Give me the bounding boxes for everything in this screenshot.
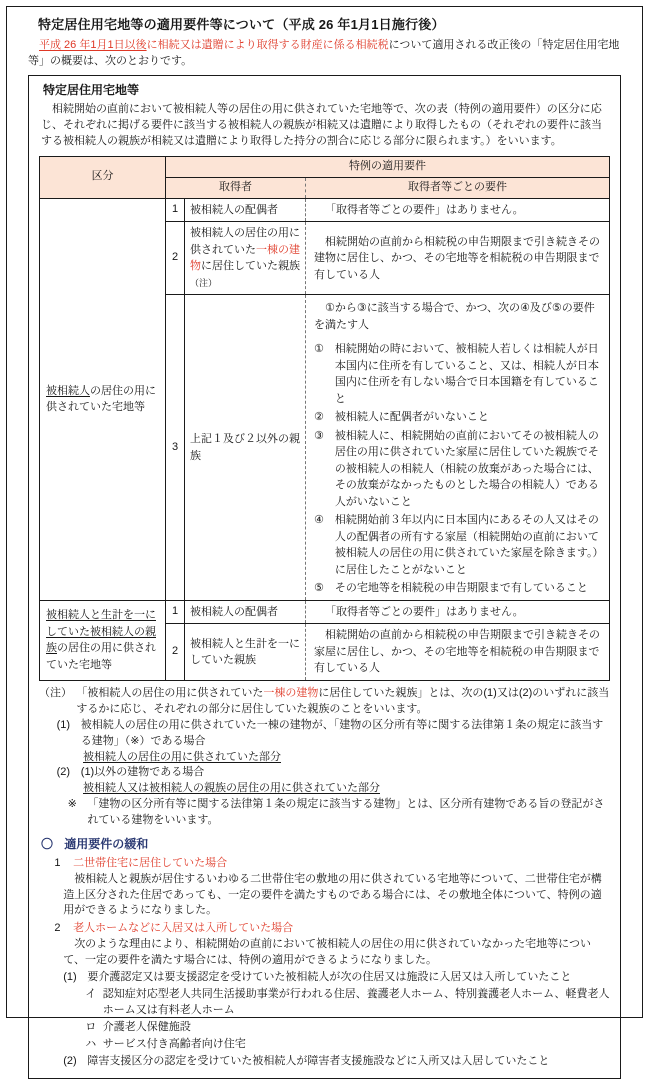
circle-marker: 〇: [41, 837, 54, 852]
asterisk-text: 「建物の区分所有等に関する法律第１条の規定に該当する建物」とは、区分所有建物である旨の登記がされている建物をいいます。: [87, 798, 605, 827]
relaxation-item1-title-row: [54, 856, 610, 872]
facility-text: 認知症対応型老人共同生活援助事業が行われる住居、養護老人ホーム、特別養護老人ホーム、軽費老人ホーム又は有料老人ホーム: [102, 988, 610, 1017]
item-number: ②: [314, 411, 324, 424]
section-heading: 特定居住用宅地等: [43, 82, 140, 97]
relaxation-item2-title-row: [54, 921, 610, 937]
note-body-post: に居住していた親族」とは、次の(1)又は(2)のいずれに該当するかに応じ、それぞれの部分に居住していた親族のことをいいます。: [76, 686, 610, 715]
facility-text: 介護老人保健施設: [102, 1021, 191, 1033]
item-number: ④: [314, 514, 324, 527]
item-number: 1: [54, 856, 61, 869]
requirement-item-5: [314, 580, 601, 597]
relaxation-item1-title: 二世帯住宅に居住していた場合: [73, 856, 228, 869]
item-text: 被相続人に、相続開始の直前においてその被相続人の居住の用に供されていた家屋に居住していた親族でその被相続人の相続人（相続の放棄があった場合には、その放棄がなかったものとした場合の相続人）である人がいないこと: [334, 429, 599, 508]
requirement-other-relative: [306, 295, 610, 601]
column-header-requirement: 取得者等ごとの要件: [306, 177, 610, 198]
facility-item-ro: [85, 1020, 610, 1036]
requirement-livelihood: 相続開始の直前から相続税の申告期限まで引き続きその家屋に居住し、かつ、その宅地等を相続税の申告期限まで有している人: [306, 624, 610, 681]
sub-text: 障害支援区分の認定を受けていた被相続人が障害者支援施設などに入所又は入居していたこと: [87, 1054, 550, 1067]
item-text: 相続開始の時において、被相続人若しくは相続人が日本国内に住所を有していること、又は、相続人が日本国内に住所を有しない場合で日本国籍を有していること: [334, 343, 599, 405]
item-text: 相続開始前３年以内に日本国内にあるその人又はその人の配偶者の所有する家屋（相続開始の直前において被相続人の居住の用に供されていた家屋を除きます。）に居住したことがないこと: [334, 514, 599, 576]
item-number: ③: [314, 429, 324, 442]
sub-label: (2): [63, 1054, 77, 1067]
section-paragraph: 相続開始の直前において被相続人等の居住の用に供されていた宅地等で、次の表（特例の適用要件）の区分に応じ、それぞれに掲げる要件に該当する被相続人の親族が相続又は遺贈により取得したもの（それぞれの要件に該当する被相続人の親族が相続又は遺贈により取得した持分の割合に応じる部分に限られます。）をいいます。: [41, 103, 602, 147]
acquirer-spouse: 被相続人の配偶者: [185, 198, 306, 222]
note-body-red: 一棟の建物: [263, 686, 319, 699]
row-number: 2: [166, 624, 185, 681]
intro-date-highlight: 平成 26 年1月1日以後: [39, 38, 147, 51]
katakana-label: イ: [85, 988, 97, 1001]
note-sub2-underlined-part: [83, 781, 610, 797]
document-border: [6, 6, 643, 1067]
relaxation-item2-sub2: [63, 1054, 610, 1070]
acquirer-spouse-2: 被相続人の配偶者: [185, 600, 306, 624]
category1-rest: の居住の用に供されていた宅地等: [46, 384, 156, 414]
requirement-cohabiting: 相続開始の直前から相続税の申告期限まで引き続きその建物に居住し、かつ、その宅地等を相続税の申告期限まで有している人: [306, 222, 610, 295]
note-main: [39, 686, 610, 718]
acquirer2-building-red: 一棟の建物: [190, 243, 300, 273]
requirement-item-4: [314, 512, 601, 578]
intro-rest-text: について適用される改正後の「特定居住用宅地等」の概要は、次のとおりです。: [28, 38, 620, 67]
table-row-g2-spouse: [40, 600, 610, 624]
item-text: 被相続人に配偶者がいないこと: [334, 411, 489, 424]
katakana-label: ロ: [85, 1021, 97, 1033]
requirement-item-2: [314, 409, 601, 426]
document-title: 特定居住用宅地等の適用要件等について（平成 26 年1月1日施行後）: [38, 17, 445, 32]
intro-red-text: に相続又は遺贈により取得する財産に係る相続税: [146, 38, 389, 51]
facility-text: サービス付き高齢者向け住宅: [102, 1037, 246, 1050]
note-body: [76, 686, 610, 718]
acquirer-other-relative: 上記１及び２以外の親族: [185, 295, 306, 601]
relaxation-heading: 適用要件の緩和: [64, 837, 149, 852]
underlined-portion: 被相続人の居住の用に供されていた部分: [83, 750, 281, 763]
acquirer2-post: に居住していた親族: [201, 260, 300, 273]
sub-text: 要介護認定又は要支援認定を受けていた被相続人が次の住居又は施設に入居又は入所していたこと: [87, 971, 572, 984]
column-header-acquirer: 取得者: [166, 177, 306, 198]
acquirer2-pre: 被相続人の居住の用に供されていた: [190, 227, 300, 256]
note-sub2-text: (1)以外の建物である場合: [80, 766, 205, 779]
asterisk-label: ※: [67, 798, 77, 811]
acquirer-livelihood-relative: 被相続人と生計を一にしていた親族: [185, 624, 306, 681]
acquirer2-note-mark: （注）: [190, 277, 218, 288]
underlined-portion: 被相続人又は被相続人の親族の居住の用に供されていた部分: [83, 782, 380, 795]
relaxation-item2-sub1: [63, 970, 610, 986]
row-number: 1: [166, 600, 185, 624]
note-sub1-underlined-part: [83, 750, 610, 766]
category1-underlined: 被相続人: [46, 384, 90, 397]
category2-underlined: 被相続人と生計を一にしていた被相続人の親族: [46, 609, 156, 655]
requirement-item-3: [314, 428, 601, 511]
note-sub1-text: 被相続人の居住の用に供されていた一棟の建物が、「建物の区分所有等に関する法律第１条の規定に該当する建物」（※）である場合: [80, 718, 604, 747]
row-number: 2: [166, 222, 185, 295]
item-number: 2: [54, 922, 61, 935]
note-sub2-label: (2): [56, 766, 71, 779]
relaxation-item1-body: 被相続人と親族が居住するいわゆる二世帯住宅の敷地の用に供されている宅地等について、二世帯住宅が構造上区分された住居であっても、一定の要件を満たすものである場合には、その敷地全体について、特例の適用ができるようになりました。: [63, 872, 602, 917]
category-cell-deceased-residence: [40, 198, 166, 600]
item-number: ⑤: [314, 582, 324, 595]
table-row-g1-spouse: [40, 198, 610, 222]
row-number: 3: [166, 295, 185, 601]
sub-label: (1): [63, 971, 77, 984]
category-cell-livelihood-relative: [40, 600, 166, 680]
requirements-table: [39, 156, 610, 681]
note-sub1-label: (1): [56, 718, 71, 731]
row-number: 1: [166, 198, 185, 222]
table-header-row-1: [40, 156, 610, 177]
note-label: （注）: [39, 686, 72, 699]
relaxation-item-1: [39, 856, 610, 920]
column-header-special-requirements: 特例の適用要件: [166, 156, 610, 177]
note-asterisk: [68, 797, 610, 829]
relaxation-item2-body: 次のような理由により、相続開始の直前において被相続人の居住の用に供されていなかった宅地等について、一定の要件を満たす場合には、特例の適用ができるようになりました。: [63, 938, 591, 967]
requirement-none-2: 「取得者等ごとの要件」はありません。: [306, 600, 610, 624]
intro-paragraph: [28, 38, 621, 70]
note-sub-2: [57, 765, 610, 781]
relaxation-item2-title: 老人ホームなどに入居又は入所していた場合: [73, 922, 294, 935]
requirement-none: 「取得者等ごとの要件」はありません。: [306, 198, 610, 222]
item-text: その宅地等を相続税の申告期限まで有していること: [334, 582, 588, 595]
katakana-label: ハ: [85, 1037, 97, 1050]
relaxation-heading-row: [39, 836, 610, 853]
item-number: ①: [314, 343, 324, 356]
facility-item-i: [85, 987, 610, 1019]
acquirer-cohabiting-relative: [185, 222, 306, 295]
requirement-item-1: [314, 341, 601, 407]
column-header-category: 区分: [40, 156, 166, 198]
requirement3-intro: ①から③に該当する場合で、かつ、次の④及び⑤の要件を満たす人: [314, 302, 595, 331]
tokutei-section-box: [28, 75, 621, 1079]
note-section: [39, 686, 610, 829]
note-sub-1: [57, 718, 610, 750]
relaxation-item-2: [39, 921, 610, 1069]
relaxation-section: [39, 836, 610, 1070]
note-body-pre: 「被相続人の居住の用に供されていた: [76, 686, 264, 699]
category2-rest: の居住の用に供されていた宅地等: [46, 642, 156, 671]
facility-item-ha: [85, 1037, 610, 1053]
